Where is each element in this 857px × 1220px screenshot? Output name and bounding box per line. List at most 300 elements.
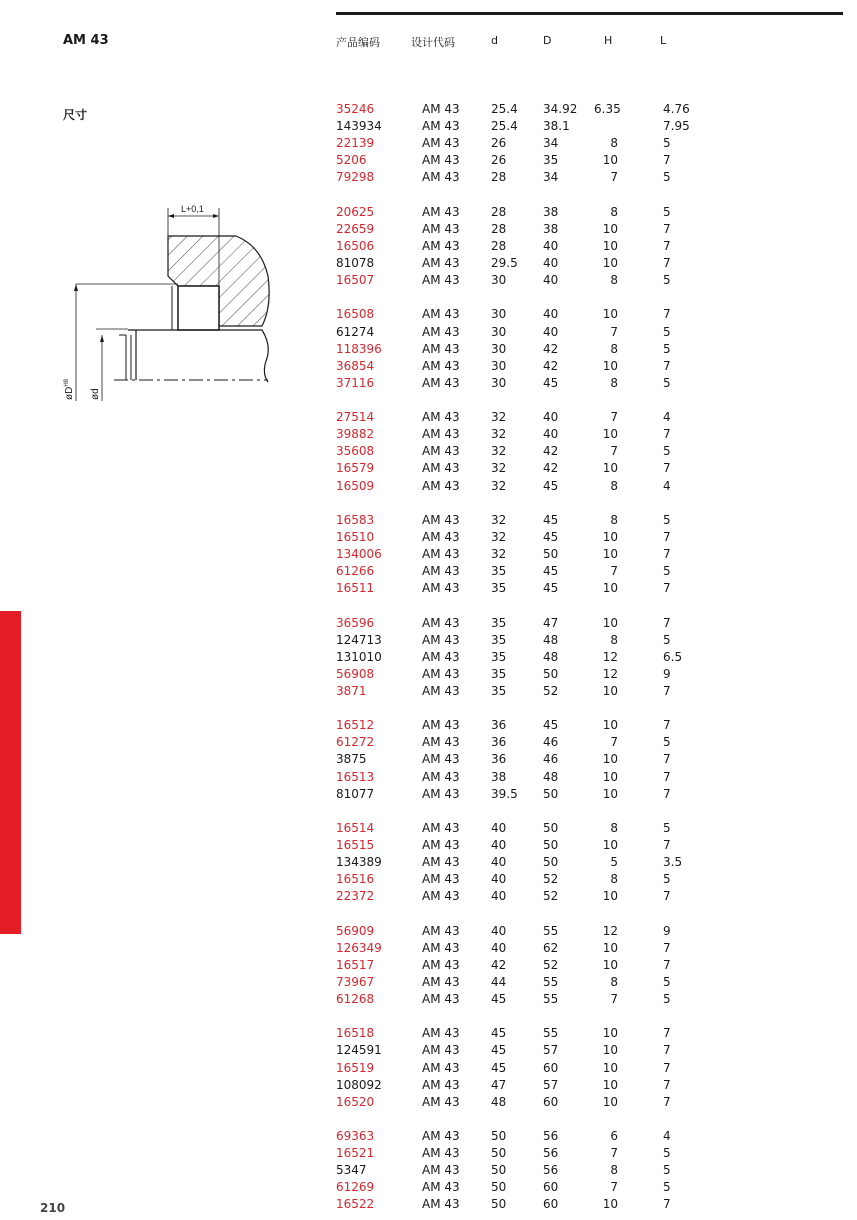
product-code-cell: 16510 [336,529,375,544]
height-cell: 7 [610,324,618,339]
design-code-cell: AM 43 [422,615,460,630]
outer-diameter-cell: 60 [543,1060,559,1075]
outer-diameter-cell: 46 [543,735,559,750]
outer-diameter-cell: 52 [543,889,559,904]
length-cell: 7 [663,547,671,561]
seal-drawing [56,196,286,406]
length-cell: 7 [663,615,671,630]
outer-diameter-cell: 34 [543,170,559,185]
design-code-cell: AM 43 [422,170,460,185]
inner-diameter-cell: 36 [491,735,507,750]
length-cell: 5 [663,1180,671,1195]
outer-diameter-cell: 55 [543,992,559,1006]
design-code-cell: AM 43 [422,221,460,236]
product-code-cell: 5347 [336,1163,367,1178]
length-cell: 7 [663,1043,671,1058]
design-code-cell: AM 43 [422,358,460,373]
height-cell: 8 [610,632,618,647]
outer-diameter-cell: 45 [543,529,559,544]
height-cell: 7 [610,1180,618,1195]
height-cell: 10 [602,786,618,801]
product-code-cell: 16515 [336,838,375,852]
height-cell: 10 [602,1060,618,1075]
product-code-cell: 69363 [336,1129,375,1143]
length-cell: 5 [663,341,671,356]
length-cell: 5 [663,324,671,339]
outer-diameter-cell: 48 [543,632,559,647]
height-cell: 10 [602,1043,618,1058]
inner-diameter-cell: 32 [491,427,507,442]
tolerance-label: L+0,1 [181,204,204,214]
seal-cross-section-diagram [56,196,286,410]
outer-diameter-cell: 38 [543,221,559,236]
height-cell: 8 [610,512,618,527]
height-cell: 8 [610,136,618,151]
outer-diameter-cell: 40 [543,273,559,288]
page-number: 210 [40,1201,66,1215]
outer-diameter-cell: 52 [543,957,559,972]
length-cell: 5 [663,1146,671,1161]
outer-diameter-cell: 50 [543,786,559,801]
product-code-cell: 81078 [336,256,375,270]
height-cell: 8 [610,820,618,835]
length-cell: 5 [663,273,671,288]
length-cell: 7 [663,307,671,322]
product-code-cell: 5206 [336,153,367,168]
product-code-cell: 22139 [336,136,375,151]
design-code-cell: AM 43 [422,307,460,322]
design-code-cell: AM 43 [422,786,460,801]
length-cell: 7 [663,256,671,270]
product-code-cell: 16511 [336,581,375,596]
height-cell: 12 [602,923,618,938]
inner-diameter-cell: 40 [491,838,507,852]
column-header-design-code: 设计代码 [411,36,455,49]
inner-diameter-cell: 40 [491,820,507,835]
length-cell: 7 [663,838,671,852]
length-cell: 7 [663,940,671,955]
height-cell: 8 [610,872,618,887]
design-code-cell: AM 43 [422,153,460,168]
design-code-cell: AM 43 [422,992,460,1006]
design-code-cell: AM 43 [422,1043,460,1058]
design-code-cell: AM 43 [422,974,460,989]
height-cell: 8 [610,974,618,989]
product-code-cell: 16518 [336,1026,375,1041]
height-cell: 7 [610,1146,618,1161]
inner-diameter-cell: 32 [491,529,507,544]
design-code-cell: AM 43 [422,666,460,681]
length-cell: 7 [663,461,671,476]
height-cell: 7 [610,444,618,459]
height-cell: 7 [610,410,618,425]
outer-diameter-cell: 52 [543,683,559,698]
inner-diameter-cell: 40 [491,855,507,870]
length-cell: 5 [663,974,671,989]
outer-diameter-cell: 55 [543,1026,559,1041]
inner-diameter-cell: 30 [491,273,507,288]
product-code-cell: 16507 [336,273,375,288]
product-code-cell: 36596 [336,615,375,630]
product-code-cell: 61268 [336,992,375,1006]
inner-diameter-cell: 28 [491,238,507,253]
design-code-cell: AM 43 [422,478,460,493]
length-cell: 5 [663,170,671,185]
product-code-cell: 20625 [336,204,375,219]
product-code-cell: 16517 [336,957,375,972]
outer-diameter-cell: 57 [543,1043,559,1058]
design-code-cell: AM 43 [422,1197,460,1212]
inner-diameter-cell: 35 [491,666,507,681]
length-cell: 5 [663,375,671,390]
product-code-cell: 16512 [336,718,375,733]
design-code-cell: AM 43 [422,256,460,270]
length-cell: 9 [663,666,671,681]
length-cell: 7 [663,752,671,767]
inner-diameter-cell: 36 [491,752,507,767]
column-header-d: d [491,34,498,47]
height-cell: 10 [602,752,618,767]
design-code-cell: AM 43 [422,547,460,561]
design-code-cell: AM 43 [422,752,460,767]
product-code-cell: 16519 [336,1060,375,1075]
product-code-cell: 39882 [336,427,375,442]
design-code-cell: AM 43 [422,324,460,339]
height-cell: 10 [602,1094,618,1109]
product-code-cell: 16508 [336,307,375,322]
inner-diameter-cell: 42 [491,957,507,972]
inner-diameter-cell: 40 [491,872,507,887]
inner-diameter-cell: 45 [491,1043,507,1058]
height-cell: 10 [602,529,618,544]
inner-diameter-cell: 28 [491,204,507,219]
height-cell: 8 [610,1163,618,1178]
height-cell: 10 [602,615,618,630]
length-cell: 7 [663,358,671,373]
length-cell: 7.95 [663,119,690,134]
outer-diameter-cell: 50 [543,855,559,870]
product-code-cell: 73967 [336,974,375,989]
design-code-cell: AM 43 [422,838,460,852]
inner-diameter-cell: 32 [491,478,507,493]
inner-diameter-cell: 35 [491,615,507,630]
product-code-cell: 16521 [336,1146,375,1161]
height-cell: 10 [602,718,618,733]
design-code-cell: AM 43 [422,1077,460,1092]
design-code-cell: AM 43 [422,1129,460,1143]
column-header-L: L [660,34,667,47]
length-cell: 7 [663,786,671,801]
product-code-cell: 22659 [336,221,375,236]
length-cell: 7 [663,1026,671,1041]
outer-diameter-cell: 48 [543,769,559,784]
outer-diameter-cell: 40 [543,324,559,339]
outer-diameter-cell: 57 [543,1077,559,1092]
inner-diameter-cell: 26 [491,136,507,151]
inner-diameter-cell: 50 [491,1129,507,1143]
inner-diameter-cell: 28 [491,170,507,185]
inner-diameter-cell: 30 [491,324,507,339]
outer-diameter-cell: 55 [543,923,559,938]
inner-diameter-cell: 25.4 [491,119,518,134]
length-cell: 7 [663,718,671,733]
outer-diameter-cell: 42 [543,444,559,459]
design-code-cell: AM 43 [422,581,460,596]
outer-diameter-cell: 34 [543,136,559,151]
outer-diameter-cell: 42 [543,461,559,476]
product-code-cell: 22372 [336,889,375,904]
outer-diameter-cell: 56 [543,1163,559,1178]
product-code-cell: 124591 [336,1043,382,1058]
design-code-cell: AM 43 [422,564,460,579]
length-cell: 4 [663,478,671,493]
inner-diameter-cell: 40 [491,889,507,904]
design-code-cell: AM 43 [422,1026,460,1041]
design-code-cell: AM 43 [422,957,460,972]
inner-diameter-cell: 40 [491,940,507,955]
outer-diameter-cell: 62 [543,940,559,955]
outer-diameter-cell: 46 [543,752,559,767]
inner-diameter-cell: 30 [491,307,507,322]
inner-diameter-cell: 45 [491,992,507,1006]
product-code-cell: 16522 [336,1197,375,1212]
product-code-cell: 27514 [336,410,375,425]
inner-diameter-cell: 45 [491,1026,507,1041]
outer-diameter-cell: 40 [543,410,559,425]
design-code-cell: AM 43 [422,1094,460,1109]
design-code-cell: AM 43 [422,136,460,151]
height-cell: 10 [602,957,618,972]
product-code-cell: 143934 [336,119,382,134]
product-code-cell: 61274 [336,324,375,339]
length-cell: 3.5 [663,855,683,870]
inner-diameter-cell: 35 [491,581,507,596]
height-cell: 10 [602,238,618,253]
length-cell: 7 [663,957,671,972]
design-code-cell: AM 43 [422,683,460,698]
length-cell: 7 [663,238,671,253]
inner-diameter-cell: 47 [491,1077,507,1092]
design-code-cell: AM 43 [422,102,460,116]
outer-diameter-cell: 45 [543,478,559,493]
outer-diameter-cell: 40 [543,256,559,270]
design-code-cell: AM 43 [422,529,460,544]
inner-diameter-cell: 48 [491,1094,507,1109]
length-cell: 7 [663,1077,671,1092]
inner-diameter-cell: 32 [491,461,507,476]
length-cell: 7 [663,581,671,596]
product-code-cell: 16583 [336,512,375,527]
length-cell: 7 [663,221,671,236]
outer-diameter-cell: 40 [543,307,559,322]
design-code-cell: AM 43 [422,923,460,938]
length-cell: 7 [663,529,671,544]
inner-diameter-cell: 45 [491,1060,507,1075]
height-cell: 10 [602,889,618,904]
product-code-cell: 131010 [336,649,382,664]
length-cell: 5 [663,820,671,835]
product-code-cell: 16509 [336,478,375,493]
design-code-cell: AM 43 [422,427,460,442]
inner-diameter-cell: 36 [491,718,507,733]
height-cell: 12 [602,666,618,681]
outer-diameter-cell: 50 [543,820,559,835]
outer-diameter-cell: 42 [543,341,559,356]
inner-diameter-cell: 44 [491,974,507,989]
product-code-cell: 16513 [336,769,375,784]
height-cell: 7 [610,170,618,185]
dimensions-label: 尺寸 [63,108,88,122]
product-code-cell: 56908 [336,666,375,681]
length-cell: 9 [663,923,671,938]
outer-diameter-cell: 42 [543,358,559,373]
length-cell: 7 [663,153,671,168]
outer-diameter-cell: 50 [543,838,559,852]
height-cell: 7 [610,735,618,750]
design-code-cell: AM 43 [422,632,460,647]
outer-diameter-cell: 47 [543,615,559,630]
height-cell: 10 [602,940,618,955]
length-cell: 4.76 [663,102,690,116]
inner-diameter-cell: 32 [491,444,507,459]
product-code-cell: 35246 [336,102,375,116]
height-cell: 6.35 [594,102,621,116]
top-rule [336,12,843,15]
height-cell: 8 [610,273,618,288]
inner-diameter-cell: 40 [491,923,507,938]
product-code-cell: 16579 [336,461,375,476]
inner-diameter-cell: 35 [491,564,507,579]
length-cell: 5 [663,992,671,1006]
length-cell: 4 [663,1129,671,1143]
outer-diameter-cell: 50 [543,666,559,681]
design-code-cell: AM 43 [422,855,460,870]
length-cell: 5 [663,512,671,527]
design-code-cell: AM 43 [422,444,460,459]
product-code-title: AM 43 [63,33,109,48]
design-code-cell: AM 43 [422,735,460,750]
product-code-cell: 79298 [336,170,375,185]
height-cell: 10 [602,221,618,236]
product-code-cell: 126349 [336,940,382,955]
height-cell: 8 [610,204,618,219]
inner-diameter-cell: 35 [491,649,507,664]
design-code-cell: AM 43 [422,204,460,219]
inner-diameter-cell: 39.5 [491,786,518,801]
product-code-cell: 3875 [336,752,367,767]
height-cell: 6 [610,1129,618,1143]
product-code-cell: 56909 [336,923,375,938]
inner-diameter-label: ød [90,388,101,400]
height-cell: 8 [610,478,618,493]
height-cell: 10 [602,358,618,373]
length-cell: 4 [663,410,671,425]
outer-diameter-cell: 45 [543,581,559,596]
outer-diameter-cell: 60 [543,1180,559,1195]
outer-diameter-cell: 45 [543,512,559,527]
product-code-cell: 61269 [336,1180,375,1195]
height-cell: 10 [602,838,618,852]
length-cell: 5 [663,136,671,151]
height-cell: 7 [610,564,618,579]
length-cell: 7 [663,889,671,904]
height-cell: 10 [602,153,618,168]
design-code-cell: AM 43 [422,1163,460,1178]
product-code-cell: 108092 [336,1077,382,1092]
inner-diameter-cell: 35 [491,683,507,698]
design-code-cell: AM 43 [422,238,460,253]
product-code-cell: 81077 [336,786,375,801]
inner-diameter-cell: 50 [491,1197,507,1212]
outer-diameter-cell: 60 [543,1094,559,1109]
length-cell: 5 [663,632,671,647]
length-cell: 5 [663,204,671,219]
length-cell: 7 [663,683,671,698]
inner-diameter-cell: 35 [491,632,507,647]
product-code-cell: 36854 [336,358,375,373]
outer-diameter-cell: 45 [543,564,559,579]
height-cell: 10 [602,1026,618,1041]
height-cell: 8 [610,341,618,356]
length-cell: 5 [663,444,671,459]
inner-diameter-cell: 30 [491,375,507,390]
product-code-cell: 61266 [336,564,375,579]
length-cell: 7 [663,427,671,442]
design-code-cell: AM 43 [422,1060,460,1075]
design-code-cell: AM 43 [422,1146,460,1161]
design-code-cell: AM 43 [422,872,460,887]
product-code-cell: 16506 [336,238,375,253]
product-code-cell: 16516 [336,872,375,887]
height-cell: 8 [610,375,618,390]
design-code-cell: AM 43 [422,512,460,527]
inner-diameter-cell: 30 [491,341,507,356]
height-cell: 7 [610,992,618,1006]
outer-diameter-label: $øD^{H8}$ [64,378,75,400]
product-code-cell: 16520 [336,1094,375,1109]
outer-diameter-cell: 45 [543,718,559,733]
height-cell: 12 [602,649,618,664]
design-code-cell: AM 43 [422,119,460,134]
length-cell: 7 [663,769,671,784]
height-cell: 10 [602,581,618,596]
height-cell: 10 [602,307,618,322]
outer-diameter-cell: 40 [543,238,559,253]
design-code-cell: AM 43 [422,341,460,356]
outer-diameter-cell: 40 [543,427,559,442]
design-code-cell: AM 43 [422,940,460,955]
design-code-cell: AM 43 [422,718,460,733]
length-cell: 7 [663,1197,671,1212]
inner-diameter-cell: 50 [491,1163,507,1178]
length-cell: 7 [663,1094,671,1109]
product-code-cell: 124713 [336,632,382,647]
design-code-cell: AM 43 [422,769,460,784]
height-cell: 10 [602,427,618,442]
product-code-cell: 61272 [336,735,375,750]
column-header-product-code: 产品编码 [336,36,380,49]
outer-diameter-cell: 35 [543,153,559,168]
length-cell: 6.5 [663,649,683,664]
inner-diameter-cell: 32 [491,547,507,561]
outer-diameter-cell: 45 [543,375,559,390]
outer-diameter-cell: 60 [543,1197,559,1212]
outer-diameter-cell: 52 [543,872,559,887]
design-code-cell: AM 43 [422,820,460,835]
inner-diameter-cell: 32 [491,410,507,425]
inner-diameter-cell: 28 [491,221,507,236]
outer-diameter-cell: 55 [543,974,559,989]
